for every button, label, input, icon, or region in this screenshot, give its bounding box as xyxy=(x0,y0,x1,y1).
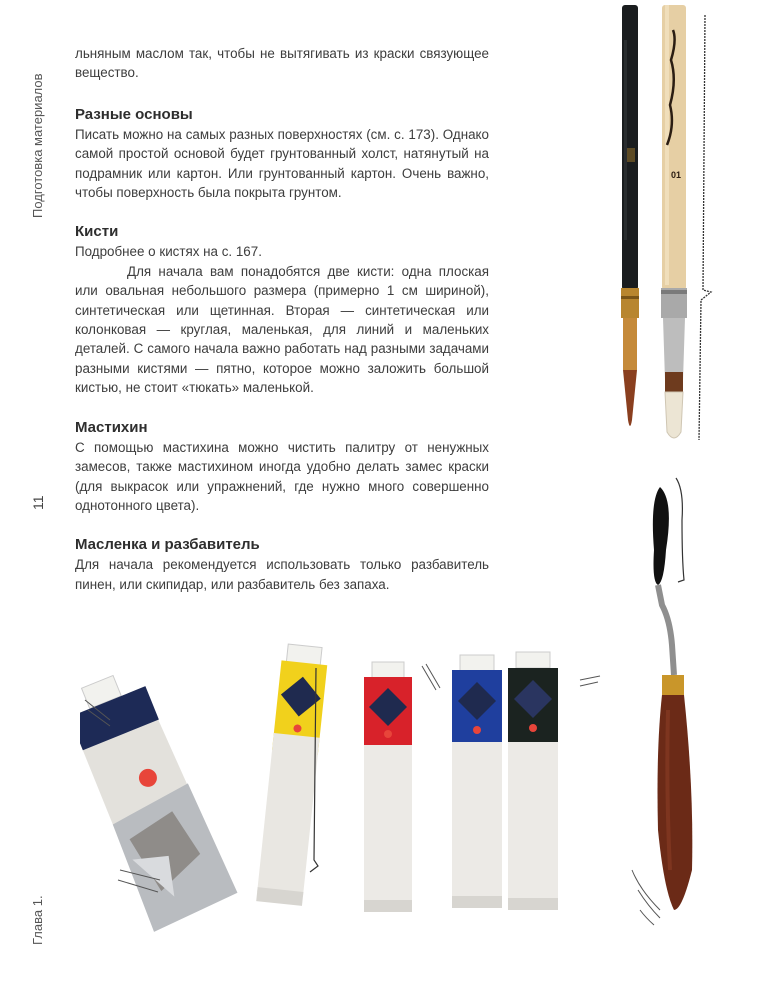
heading-palette-knife: Мастихин xyxy=(75,418,148,436)
heading-oil-cup: Масленка и разбавитель xyxy=(75,536,260,554)
running-section-title: Подготовка материалов xyxy=(30,73,45,218)
running-chapter-label: Глава 1. xyxy=(30,895,45,945)
paragraph-palette-knife: С помощью мастихина можно чистить палитру от ненужных замесов, также мастихином иногда удобно делать замес краски (для выкрасок или упражнений, где нужно много совершенно однотонного цвета). xyxy=(75,439,489,513)
tube-black xyxy=(508,652,558,910)
tube-red xyxy=(364,662,412,912)
paragraph-oil-cup: Для начала рекомендуется использовать только разбавитель пинен, или скипидар, или разбавитель без запаха. xyxy=(75,557,489,592)
heading-brushes: Кисти xyxy=(75,223,119,241)
tube-white xyxy=(80,663,239,932)
paragraph-brushes-ref: Подробнее о кистях на с. 167. xyxy=(75,244,262,260)
text-column xyxy=(75,44,489,594)
brushes-illustration xyxy=(605,0,715,450)
paragraph-bases: Писать можно на самых разных поверхностях (см. с. 173). Однако самой простой основой будет грунтованный холст, натянутый на подрамник или картон. Или грунтованный картон. Очень важно, чтобы поверхность была покрыта грунтом. xyxy=(75,126,489,201)
paint-tubes-icon xyxy=(80,630,610,950)
palette-knife-illustration xyxy=(620,470,720,940)
palette-knife-icon xyxy=(620,470,720,940)
tube-blue xyxy=(452,655,502,908)
heading-bases: Разные основы xyxy=(75,105,193,123)
intro-paragraph: льняным маслом так, чтобы не вытягивать из краски связующее вещество. xyxy=(75,46,489,81)
brushes-icon xyxy=(605,0,715,450)
paint-tubes-illustration xyxy=(80,630,610,950)
page-number: 11 xyxy=(30,495,46,510)
svg-text:01: 01 xyxy=(671,170,682,180)
paragraph-brushes: Для начала вам понадобятся две кисти: одна плоская или овальная небольшого размера (примерно 1 см шириной), синтетическая или щетинная. Вторая — синтетическая или колонковая — круглая, маленькая, для линий и маленьких деталей. С самого начала важно работать над разными задачами разными кистями — пятно, которое можно заложить большой кистью, не стоит «тюкать» маленькой. xyxy=(75,263,489,396)
